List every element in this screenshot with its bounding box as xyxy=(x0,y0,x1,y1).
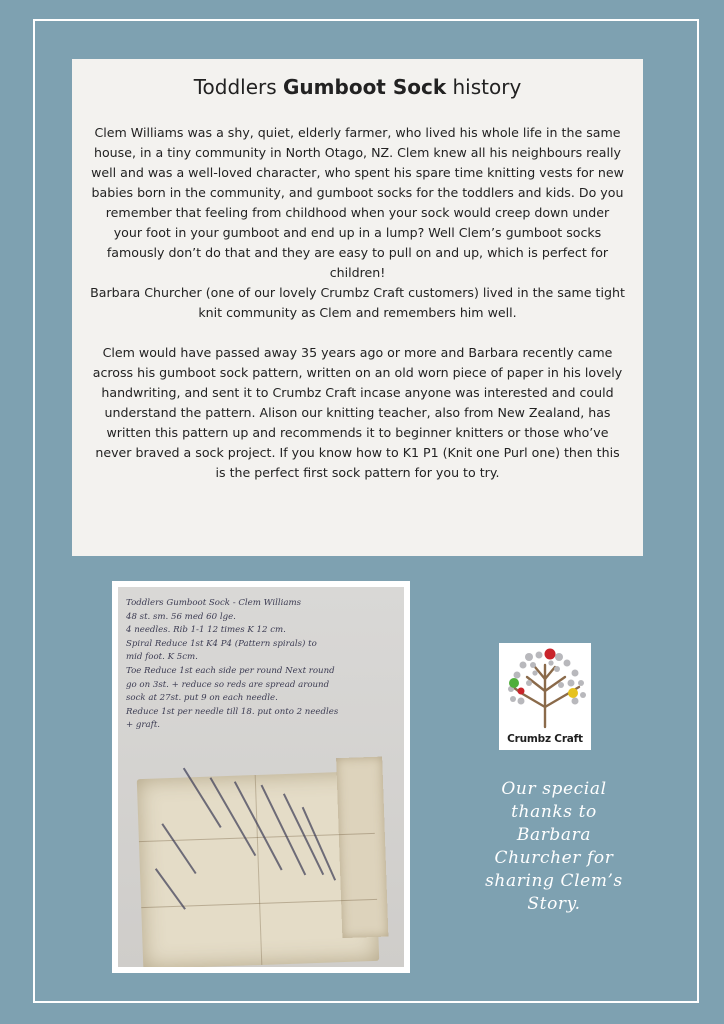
thanks-line: sharing Clem’s xyxy=(485,871,623,891)
thanks-line: Our special xyxy=(501,779,607,799)
story-paragraph-1: Clem Williams was a shy, quiet, elderly farmer, who lived his whole life in the same house, in a tiny community in North Otago, NZ. Clem knew all his neighbours really well and was a well-loved character, who spent his spare time knitting vests for new babies born in the community, and gumboot socks for the toddlers and kids. Do you remember that feeling from childhood when your sock would creep down under your foot in your gumboot and end up in a lump? Well Clem’s gumboot socks famously don’t do that and they are easy to pull on and up, which is perfect for children! xyxy=(91,125,624,280)
pattern-photo xyxy=(112,581,410,973)
thanks-line: Story. xyxy=(527,894,581,914)
handwritten-note xyxy=(126,597,396,733)
crumbz-craft-logo xyxy=(499,643,591,750)
thanks-message xyxy=(476,778,632,916)
thanks-line: Churcher for xyxy=(494,848,614,868)
note-line: + graft. xyxy=(126,720,161,731)
note-line: Spiral Reduce 1st K4 P4 (Pattern spirals) to xyxy=(126,638,317,649)
old-worn-paper xyxy=(137,771,379,967)
note-line: 4 needles. Rib 1-1 12 times K 12 cm. xyxy=(126,625,286,636)
page-title xyxy=(90,73,625,101)
logo-text: Crumbz Craft xyxy=(507,733,583,745)
handwritten-pattern-image xyxy=(118,587,404,967)
story-paragraph-3: Clem would have passed away 35 years ago or more and Barbara recently came across his gumboot sock pattern, written on an old worn piece of paper in his lovely handwriting, and sent it to Crumbz Craft incase anyone was interested and could understand the pattern. Alison our knitting teacher, also from New Zealand, has written this pattern up and recommends it to beginner knitters or those who’ve never braved a sock project. If you know how to K1 P1 (Knit one Purl one) then this is the perfect first sock pattern for you to try. xyxy=(92,345,623,480)
thanks-line: thanks to xyxy=(511,802,597,822)
note-line: Toe Reduce 1st each side per round Next round xyxy=(126,665,335,676)
story-paragraph-2: Barbara Churcher (one of our lovely Crumbz Craft customers) lived in the same tight knit community as Clem and remembers him well. xyxy=(90,285,625,320)
story-card xyxy=(72,59,643,556)
thanks-line: Barbara xyxy=(516,825,592,845)
note-line: Reduce 1st per needle till 18. put onto 2 needles xyxy=(126,706,339,717)
title-bold: Gumboot Sock xyxy=(283,75,447,99)
note-line: mid foot. K 5cm. xyxy=(126,652,198,663)
note-line: sock at 27st. put 9 on each needle. xyxy=(126,693,278,704)
tree-logo-icon xyxy=(499,643,591,729)
title-prefix: Toddlers xyxy=(193,75,284,99)
note-line: 48 st. sm. 56 med 60 lge. xyxy=(126,611,236,622)
note-line: go on 3st. + reduce so reds are spread around xyxy=(126,679,330,690)
title-suffix: history xyxy=(446,75,522,99)
note-line: Toddlers Gumboot Sock - Clem Williams xyxy=(126,598,302,608)
